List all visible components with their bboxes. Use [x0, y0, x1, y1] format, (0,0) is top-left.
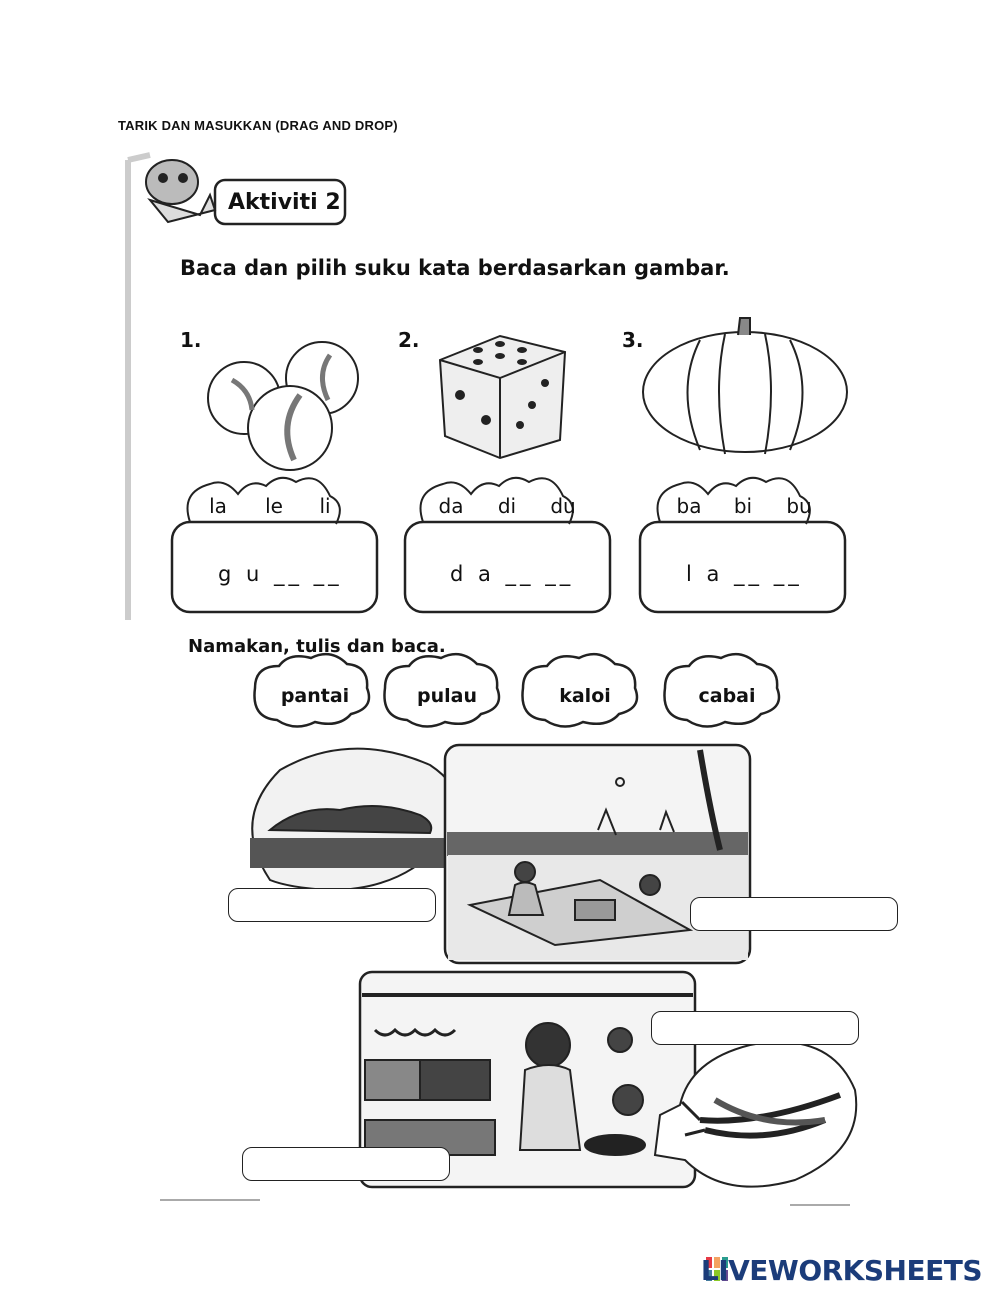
drop-box-market[interactable] — [651, 1011, 859, 1045]
word-chip-pantai[interactable]: pantai — [280, 685, 350, 707]
syllable-chip[interactable]: ba — [676, 494, 702, 518]
word-stem-2: d a __ __ — [450, 562, 575, 586]
header-note: TARIK DAN MASUKKAN (DRAG AND DROP) — [118, 118, 398, 133]
word-stem-1: g u __ __ — [218, 562, 343, 586]
question-number-3: 3. — [622, 328, 644, 352]
dice-icon — [440, 336, 565, 458]
word-chip-kaloi[interactable]: kaloi — [559, 685, 611, 707]
syllable-chip[interactable]: le — [265, 494, 283, 518]
syllable-chip[interactable]: bi — [733, 494, 753, 518]
syllable-chip[interactable]: li — [319, 494, 331, 518]
activity-title: Aktiviti 2 — [228, 190, 341, 215]
drop-box-beach[interactable] — [690, 897, 898, 931]
drop-box-chili[interactable] — [242, 1147, 450, 1181]
island-picture — [250, 749, 460, 890]
syllable-chip[interactable]: di — [497, 494, 517, 518]
activity-instruction: Baca dan pilih suku kata berdasarkan gambar. — [180, 256, 730, 280]
syllable-chip[interactable]: du — [550, 494, 576, 518]
word-chip-cabai[interactable]: cabai — [698, 685, 756, 707]
brand-wordmark: LIVEWORKSHEETS — [700, 1254, 982, 1287]
question-number-1: 1. — [180, 328, 202, 352]
pumpkin-icon — [643, 318, 847, 454]
word-stem-3: l a __ __ — [686, 562, 803, 586]
question-number-2: 2. — [398, 328, 420, 352]
drop-box-island[interactable] — [228, 888, 436, 922]
hamster-mascot-icon — [146, 160, 215, 222]
naming-instruction: Namakan, tulis dan baca. — [188, 636, 446, 657]
syllable-chip[interactable]: la — [209, 494, 227, 518]
word-chip-pulau[interactable]: pulau — [417, 685, 477, 707]
syllable-chip[interactable]: da — [438, 494, 464, 518]
marbles-icon — [208, 342, 358, 470]
syllable-chip[interactable]: bu — [786, 494, 812, 518]
